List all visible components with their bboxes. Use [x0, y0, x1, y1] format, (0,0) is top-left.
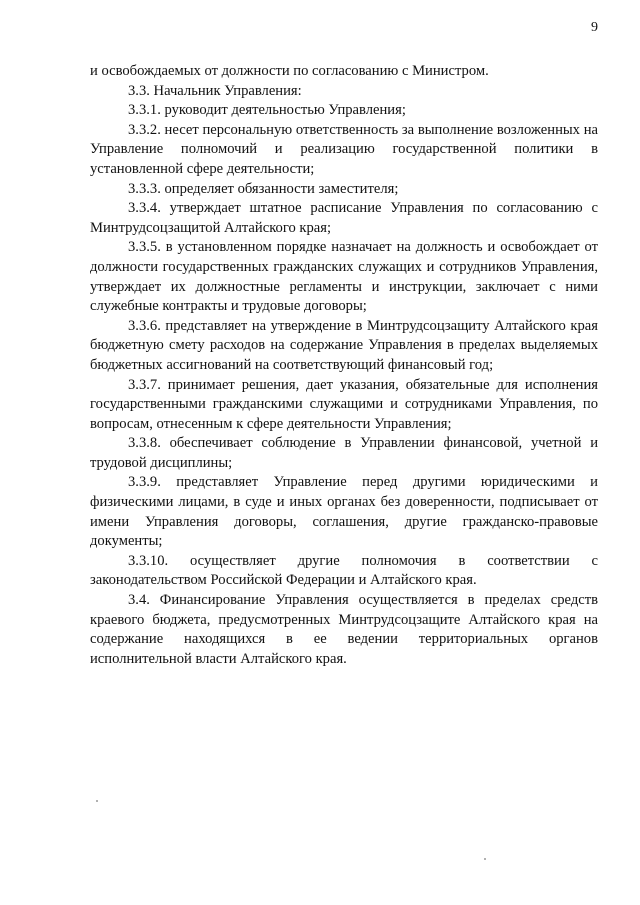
- paragraph-3-3-8: 3.3.8. обеспечивает соблюдение в Управлении финансовой, учетной и трудовой дисциплины;: [90, 435, 598, 471]
- paragraph-continuation: и освобождаемых от должности по согласованию с Министром.: [90, 63, 489, 79]
- paragraph-3-3-5: 3.3.5. в установленном порядке назначает на должность и освобождает от должности государственных гражданских служащих и сотрудников Управления, утверждает их должностные регламенты и инструкции, заключает с ними служебные контракты и трудовые договоры;: [90, 239, 598, 315]
- document-body: [90, 62, 598, 669]
- paragraph-3-3-4: 3.3.4. утверждает штатное расписание Управления по согласованию с Минтрудсоцзащитой Алтайского края;: [90, 200, 598, 236]
- paragraph-3-3-7: 3.3.7. принимает решения, дает указания, обязательные для исполнения государственными гражданскими служащими и сотрудниками Управления, по вопросам, отнесенным к сфере деятельности Управления;: [90, 376, 598, 432]
- paragraph-3-3-6: 3.3.6. представляет на утверждение в Минтрудсоцзащиту Алтайского края бюджетную смету расходов на содержание Управления в пределах выделяемых бюджетных ассигнований на соответствующий финансовый год;: [90, 317, 598, 373]
- paragraph-3-3-10: 3.3.10. осуществляет другие полномочия в соответствии с законодательством Российской Федерации и Алтайского края.: [90, 552, 598, 589]
- page-number: 9: [591, 20, 598, 35]
- paragraph-3-3: 3.3. Начальник Управления:: [128, 82, 302, 99]
- paragraph-3-3-9: 3.3.9. представляет Управление перед другими юридическими и физическими лицами, в суде и иных органах без доверенности, подписывает от имени Управления договоры, соглашения, другие гражданско-правовые документы;: [90, 474, 598, 550]
- scan-speck: [96, 800, 98, 802]
- paragraph-3-4: 3.4. Финансирование Управления осуществляется в пределах средств краевого бюджета, предусмотренных Минтрудсоцзащите Алтайского края на содержание находящихся в ее ведении территориальных органов исполнительной власти Алтайского края.: [90, 592, 598, 667]
- paragraph-3-3-3: 3.3.3. определяет обязанности заместителя;: [128, 180, 399, 197]
- paragraph-3-3-2: 3.3.2. несет персональную ответственность за выполнение возложенных на Управление полномочий и реализацию государственной политики в установленной сфере деятельности;: [90, 121, 598, 177]
- scan-speck: [484, 858, 486, 860]
- paragraph-3-3-1: 3.3.1. руководит деятельностью Управления;: [128, 102, 406, 119]
